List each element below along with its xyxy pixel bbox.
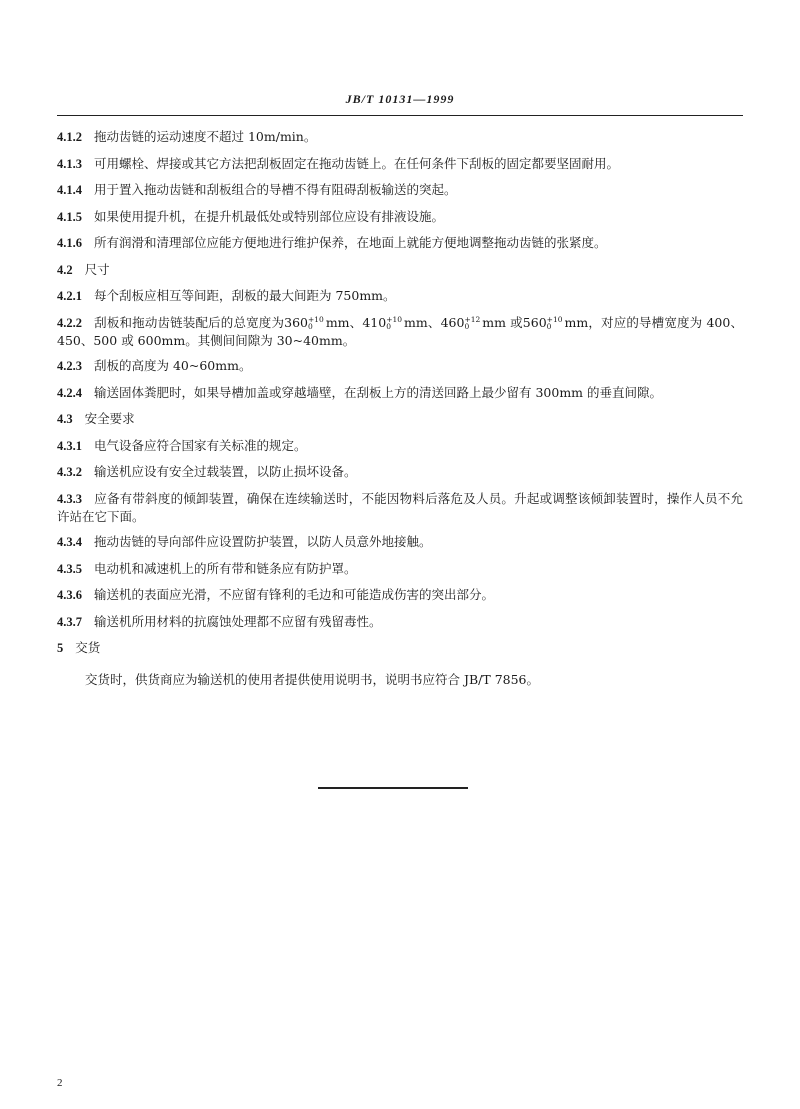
tolerance-lower: 0: [464, 322, 470, 331]
clause-text: 输送机应设有安全过载装置，以防止损坏设备。: [94, 464, 357, 479]
clause-4-3-7: [57, 613, 743, 631]
clause-number: 4.2.4: [57, 385, 82, 400]
dimension-base: 360: [284, 314, 308, 330]
section-number: 4.3: [57, 412, 73, 426]
clause-text: 应备有带斜度的倾卸装置，确保在连续输送时，不能因物料后落危及人员。升起或调整该倾卸装置时，操作人员不允许站在它下面。: [57, 490, 743, 524]
tolerance-lower: 0: [307, 322, 313, 331]
clause-number: 4.3.1: [57, 438, 82, 453]
tolerance: [386, 316, 402, 330]
page-number: 2: [57, 1077, 63, 1089]
section-heading-4-3: [57, 410, 743, 428]
clause-4-2-1: [57, 287, 743, 305]
clause-text: 电动机和减速机上的所有带和链条应有防护罩。: [94, 560, 357, 576]
tolerance-lower: 0: [386, 322, 391, 331]
clause-4-3-2: [57, 463, 743, 481]
dimension-base: 460: [440, 314, 465, 330]
clause-4-1-5: [57, 208, 743, 226]
clause-text: 输送机所用材料的抗腐蚀处理都不应留有残留毒性。: [94, 613, 382, 629]
clause-4-3-4: [57, 533, 743, 551]
clause-4-3-3: [57, 490, 743, 525]
dimension-unit: mm、: [404, 314, 441, 330]
section-number: 5: [57, 641, 64, 655]
section-title: 安全要求: [84, 411, 135, 426]
clause-number: 4.2.2: [57, 315, 82, 330]
clause-number: 4.3.6: [57, 588, 82, 602]
clause-number: 4.3.5: [57, 561, 82, 576]
clause-number: 4.1.3: [57, 156, 82, 171]
dimension-value: [523, 315, 601, 330]
clause-text: 如果使用提升机，在提升机最低处或特别部位应设有排液设施。: [94, 208, 445, 224]
clause-number: 4.3.2: [57, 465, 82, 479]
section-title: 交货: [75, 640, 101, 655]
document-body: [57, 128, 743, 688]
tolerance-lower: 0: [546, 322, 552, 331]
section-heading-4-2: [57, 261, 743, 279]
tolerance-upper: +10: [546, 315, 563, 324]
clause-text: 输送固体粪肥时，如果导槽加盖或穿越墙壁，在刮板上方的清送回路上最少留有 300mm 的垂直间隙。: [94, 384, 663, 400]
clause-4-2-2: [57, 314, 743, 349]
clause-4-1-3: [57, 155, 743, 173]
clause-4-3-5: [57, 560, 743, 578]
tolerance-upper: +10: [307, 315, 324, 324]
clause-4-3-6: [57, 586, 743, 604]
clause-text: 电气设备应符合国家有关标准的规定。: [94, 437, 307, 453]
clause-text: 所有润滑和清理部位应能方便地进行维护保养，在地面上就能方便地调整拖动齿链的张紧度。: [94, 235, 607, 250]
clause-4-2-4: [57, 384, 743, 402]
dimension-unit: mm、: [325, 314, 363, 330]
section-heading-5: [57, 639, 743, 657]
clause-text: 用于置入拖动齿链和刮板组合的导槽不得有阻碍刮板输送的突起。: [94, 182, 457, 197]
dimension-unit: mm 或: [482, 314, 523, 330]
tolerance-upper: +12: [464, 315, 481, 324]
clause-text: 输送机的表面应光滑，不应留有锋利的毛边和可能造成伤害的突出部分。: [94, 587, 495, 602]
clause-number: 4.3.7: [57, 614, 82, 629]
clause-text-lead: 刮板和拖动齿链装配后的总宽度为: [94, 314, 285, 330]
clause-number: 4.1.5: [57, 209, 82, 224]
delivery-paragraph: 交货时，供货商应为输送机的使用者提供使用说明书，说明书应符合 JB/T 7856。: [85, 672, 540, 687]
clause-4-1-2: [57, 128, 743, 146]
clause-number: 4.2.1: [57, 289, 82, 303]
clause-text: 拖动齿链的运动速度不超过 10m/min。: [94, 129, 317, 144]
clause-4-1-6: [57, 234, 743, 252]
clause-number: 4.1.4: [57, 183, 82, 197]
clause-4-1-4: [57, 181, 743, 199]
dimension-value: [362, 315, 440, 330]
section-title: 尺寸: [84, 261, 110, 277]
clause-text: 刮板的高度为 40~60mm。: [94, 358, 252, 373]
clause-number: 4.3.4: [57, 535, 82, 549]
clause-number: 4.1.2: [57, 130, 82, 144]
tolerance: [547, 316, 563, 330]
clause-text: 可用螺栓、焊接或其它方法把刮板固定在拖动齿链上。在任何条件下刮板的固定都要坚固耐用。: [94, 155, 620, 171]
standard-code-header: JB/T 10131—1999: [345, 92, 455, 106]
clause-4-2-3: [57, 357, 743, 375]
clause-number: 4.1.6: [57, 236, 82, 250]
clause-text: 拖动齿链的导向部件应设置防护装置，以防人员意外地接触。: [94, 534, 432, 549]
clause-number: 4.3.3: [57, 491, 82, 506]
dimension-base: 560: [522, 314, 547, 330]
header-rule: [57, 115, 743, 116]
tolerance-upper: +10: [386, 315, 403, 324]
clause-text: 每个刮板应相互等间距，刮板的最大间距为 750mm。: [94, 288, 396, 303]
clause-number: 4.2.3: [57, 359, 82, 373]
clause-text-tail: 对应的导槽宽度为 400、450、500 或 600mm。其侧间间隙为 30~40mm。: [57, 314, 743, 348]
dimension-unit: mm，: [564, 314, 602, 330]
end-of-standard-rule: [318, 787, 468, 789]
dimension-value: [441, 315, 523, 330]
section-number: 4.2: [57, 262, 73, 277]
dimension-value: [284, 315, 362, 330]
tolerance: [308, 316, 324, 330]
dimension-base: 410: [362, 314, 387, 330]
clause-4-3-1: [57, 437, 743, 455]
tolerance: [464, 316, 480, 330]
